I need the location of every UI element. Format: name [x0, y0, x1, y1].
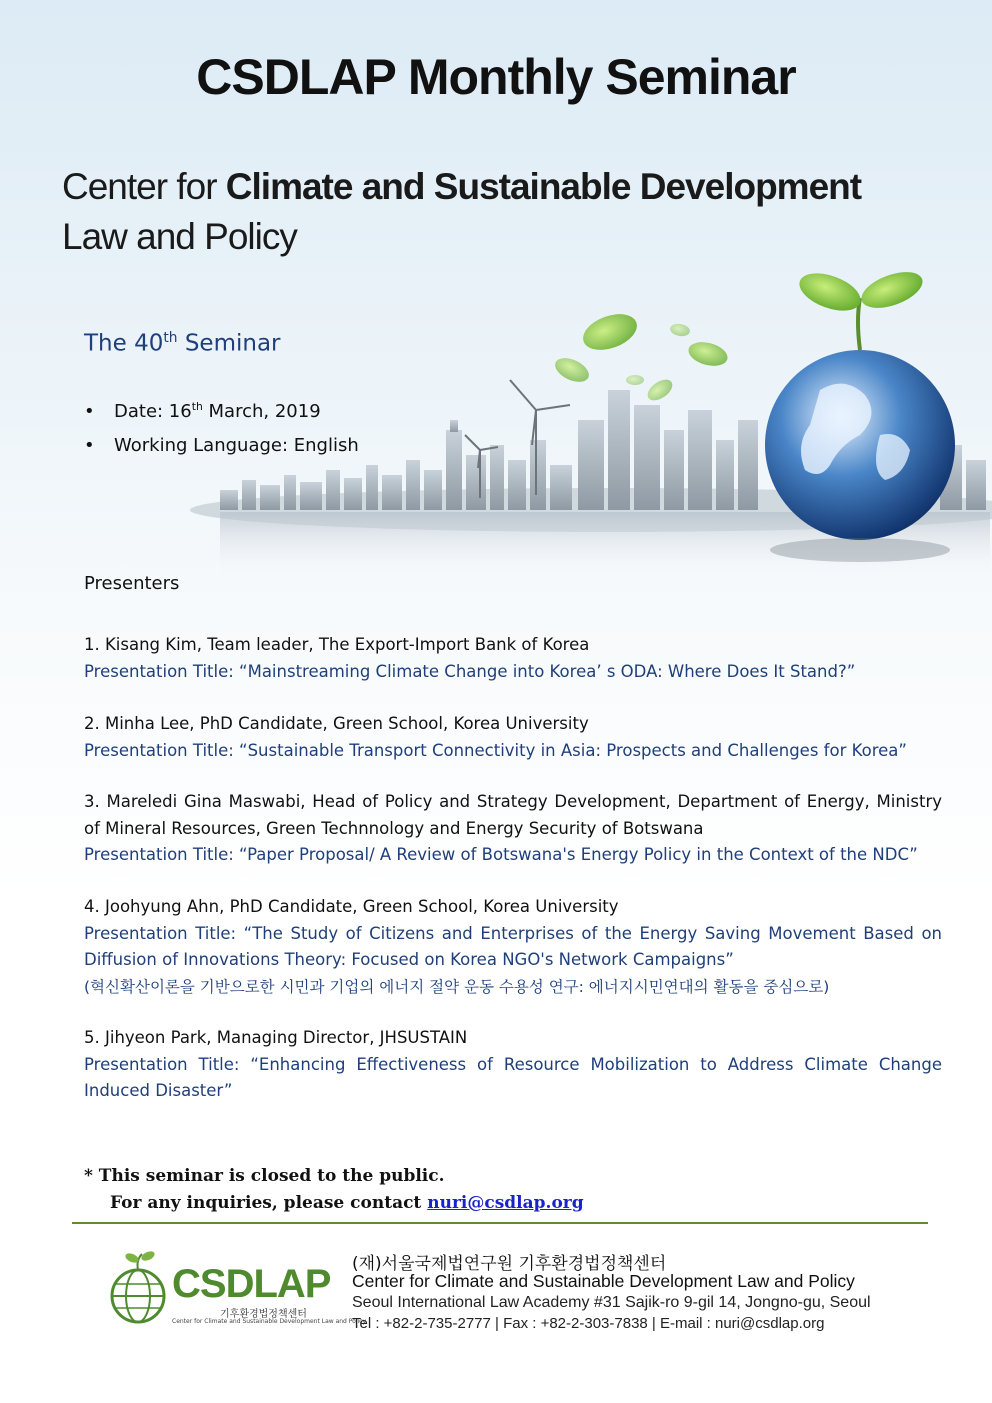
date-month-year: March, 2019: [202, 401, 321, 422]
presenters-heading: Presenters: [84, 573, 180, 594]
presentation-title-korean: (혁신확산이론을 기반으로한 시민과 기업의 에너지 절약 운동 수용성 연구: 에너지시민연대의 활동을 중심으로): [84, 977, 830, 996]
logo-subtitle-english: Center for Climate and Sustainable Development Law and Policy: [172, 1318, 367, 1325]
presenter-name: 1. Kisang Kim, Team leader, The Export-Import Bank of Korea: [84, 635, 590, 654]
presenter-3: [84, 789, 942, 869]
center-name-bold: Climate and Sustainable Development: [225, 166, 862, 207]
presenter-2: [84, 711, 942, 764]
presentation-title: Presentation Title: “Sustainable Transport Connectivity in Asia: Prospects and Challenges for Korea”: [84, 740, 907, 760]
page-title: CSDLAP Monthly Seminar: [196, 49, 796, 105]
presenter-name: 4. Joohyung Ahn, PhD Candidate, Green School, Korea University: [84, 897, 619, 916]
csdlap-logo-globe-icon: [108, 1250, 174, 1330]
presenter-name: 3. Mareledi Gina Maswabi, Head of Policy and Strategy Development, Department of Energy, Ministry of Mineral Resources, Green Technnology and Energy Security of Botswana: [84, 792, 942, 838]
footer-korean-name: (재)서울국제법연구원 기후환경법정책센터: [352, 1254, 667, 1274]
center-name: [62, 162, 942, 262]
presenter-name: 5. Jihyeon Park, Managing Director, JHSUSTAIN: [84, 1028, 468, 1047]
language-text: Working Language: English: [114, 435, 359, 456]
presentation-title: Presentation Title: “Enhancing Effectiveness of Resource Mobilization to Address Climate Change Induced Disaster”: [84, 1054, 942, 1100]
logo-subtitle-korean: 기후환경법정책센터: [220, 1309, 307, 1320]
presenter-4: [84, 894, 942, 1000]
closed-seminar-notice: [84, 1163, 584, 1217]
notice-line-2: [84, 1190, 584, 1217]
seminar-number-suffix: th: [163, 330, 178, 346]
contact-email-link[interactable]: nuri@csdlap.org: [427, 1193, 584, 1213]
footer-divider: [72, 1222, 928, 1224]
notice-line-1: * This seminar is closed to the public.: [84, 1166, 445, 1186]
contact-text: For any inquiries, please contact: [110, 1193, 428, 1213]
bullet: •: [84, 435, 95, 456]
center-name-line2: Law and Policy: [62, 216, 297, 257]
presenter-name: 2. Minha Lee, PhD Candidate, Green School, Korea University: [84, 714, 589, 733]
footer-address: Seoul International Law Academy #31 Sajik-ro 9-gil 14, Jongno-gu, Seoul: [352, 1294, 871, 1311]
csdlap-logo-text: CSDLAP: [172, 1262, 331, 1306]
footer-contact: Tel : +82-2-735-2777 | Fax : +82-2-303-7838 | E-mail : nuri@csdlap.org: [352, 1315, 825, 1332]
footer-english-name: Center for Climate and Sustainable Development Law and Policy: [352, 1271, 855, 1291]
bullet: •: [84, 401, 95, 422]
presentation-title: Presentation Title: “Paper Proposal/ A Review of Botswana's Energy Policy in the Context of the NDC”: [84, 845, 918, 864]
seminar-number: [84, 330, 281, 357]
presentation-title: Presentation Title: “The Study of Citizens and Enterprises of the Energy Saving Movement Based on Diffusion of Innovations Theory: Focused on Korea NGO's Network Campaigns”: [84, 923, 942, 969]
presenter-5: [84, 1025, 942, 1105]
seminar-number-text: The 40: [84, 330, 164, 357]
seminar-label: Seminar: [177, 330, 281, 357]
date-item: [84, 400, 321, 422]
center-name-prefix: Center for: [62, 166, 226, 207]
presentation-title: Presentation Title: “Mainstreaming Climate Change into Korea’ s ODA: Where Does It Stand?”: [84, 661, 856, 681]
language-item: [84, 435, 359, 456]
date-text: Date: 16: [114, 401, 192, 422]
presenter-1: [84, 632, 942, 685]
date-suffix: th: [191, 400, 203, 413]
